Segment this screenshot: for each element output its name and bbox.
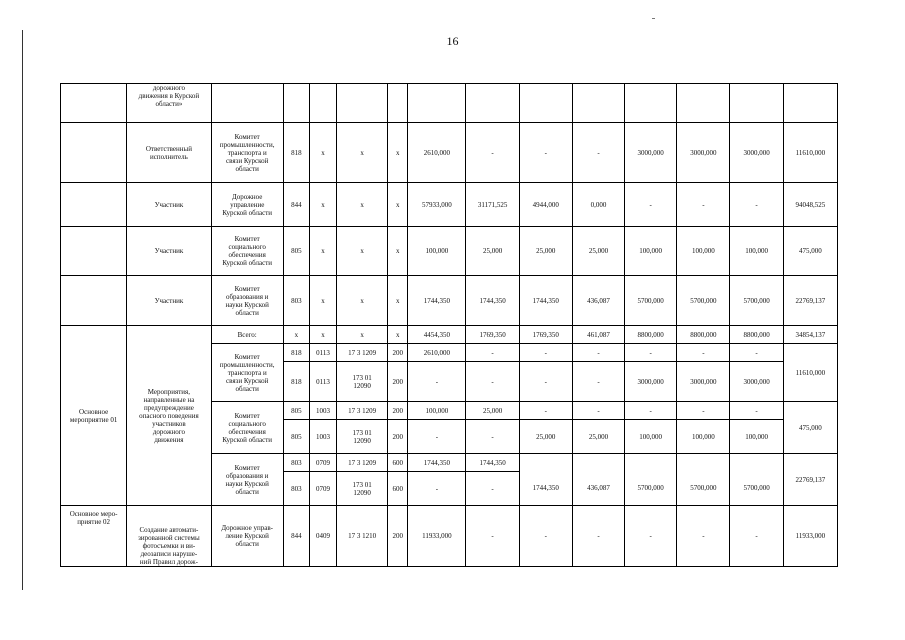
rz-cell: 1003 bbox=[309, 420, 336, 454]
vr-cell: 600 bbox=[388, 472, 408, 506]
rz-cell: 0709 bbox=[309, 454, 336, 472]
program-cell bbox=[61, 123, 127, 183]
value-cell: - bbox=[677, 183, 730, 227]
csr-cell: 17 3 1209 bbox=[337, 402, 388, 420]
value-cell: 57933,000 bbox=[408, 183, 466, 227]
value-cell: 5700,000 bbox=[625, 472, 677, 506]
value-cell: 4944,000 bbox=[519, 183, 572, 227]
vr-cell bbox=[388, 84, 408, 123]
value-cell: - bbox=[466, 420, 519, 454]
value-cell bbox=[519, 84, 572, 123]
value-cell: - bbox=[625, 506, 677, 567]
value-cell: - bbox=[625, 402, 677, 420]
value-cell: - bbox=[625, 344, 677, 362]
value-cell: 436,087 bbox=[572, 276, 624, 326]
rz-cell: 0113 bbox=[309, 362, 336, 402]
org-cell: Комитет образования и науки Курской области bbox=[211, 454, 283, 506]
table-row bbox=[61, 506, 838, 567]
value-cell: 3000,000 bbox=[677, 362, 730, 402]
value-cell: - bbox=[677, 402, 730, 420]
value-cell: - bbox=[519, 123, 572, 183]
table-row bbox=[61, 227, 838, 276]
table-row bbox=[61, 326, 838, 344]
value-cell: 8800,000 bbox=[677, 326, 730, 344]
main-event-label: Основное меро- приятие 02 bbox=[61, 506, 127, 567]
vr-cell: x bbox=[388, 276, 408, 326]
value-cell bbox=[730, 84, 783, 123]
csr-cell: 17 3 1209 bbox=[337, 454, 388, 472]
value-cell: 1744,350 bbox=[408, 454, 466, 472]
value-cell: 3000,000 bbox=[730, 123, 783, 183]
org-cell: Дорожное управ- ление Курской области bbox=[211, 506, 283, 567]
value-cell: 25,000 bbox=[572, 420, 624, 454]
vr-cell: x bbox=[388, 326, 408, 344]
program-cell bbox=[61, 276, 127, 326]
main-event-label: Основное мероприятие 01 bbox=[61, 326, 127, 506]
csr-cell: x bbox=[337, 183, 388, 227]
value-cell: 2610,000 bbox=[408, 123, 466, 183]
value-cell: - bbox=[572, 362, 624, 402]
total-cell: 22769,137 bbox=[783, 454, 837, 506]
value-cell: 1744,350 bbox=[466, 454, 519, 472]
value-cell: - bbox=[625, 183, 677, 227]
csr-cell: 17 3 1209 bbox=[337, 344, 388, 362]
grbs-cell: 805 bbox=[283, 420, 309, 454]
value-cell: - bbox=[519, 506, 572, 567]
value-cell: - bbox=[408, 472, 466, 506]
value-cell: 5700,000 bbox=[677, 276, 730, 326]
value-cell: 100,000 bbox=[677, 420, 730, 454]
main-event-description: Создание автомати- зированной системы фотосъемки и ви- деозаписи наруше- ний Правил дорож- bbox=[127, 506, 211, 567]
csr-cell: x bbox=[337, 227, 388, 276]
page-left-border bbox=[22, 30, 23, 590]
value-cell: 0,000 bbox=[572, 183, 624, 227]
grbs-cell: x bbox=[283, 326, 309, 344]
value-cell bbox=[677, 84, 730, 123]
value-cell: 1744,350 bbox=[408, 276, 466, 326]
value-cell: 8800,000 bbox=[730, 326, 783, 344]
main-event-description: Мероприятия, направленные на предупреждение опасного поведения участников дорожного движения bbox=[127, 326, 211, 506]
total-cell: 94048,525 bbox=[783, 183, 837, 227]
value-cell: 436,087 bbox=[572, 472, 624, 506]
rz-cell: x bbox=[309, 227, 336, 276]
csr-cell: 17 3 1210 bbox=[337, 506, 388, 567]
value-cell: 25,000 bbox=[519, 420, 572, 454]
rz-cell: x bbox=[309, 123, 336, 183]
value-cell: - bbox=[677, 344, 730, 362]
value-cell bbox=[730, 454, 783, 472]
value-cell: 100,000 bbox=[730, 420, 783, 454]
org-cell: Комитет промышленности, транспорта и связи Курской области bbox=[211, 123, 283, 183]
value-cell: - bbox=[519, 402, 572, 420]
value-cell: 2610,000 bbox=[408, 344, 466, 362]
table-row bbox=[61, 123, 838, 183]
value-cell: - bbox=[730, 506, 783, 567]
total-cell: 22769,137 bbox=[783, 276, 837, 326]
vr-cell: 200 bbox=[388, 344, 408, 362]
value-cell: - bbox=[466, 123, 519, 183]
grbs-cell: 844 bbox=[283, 506, 309, 567]
value-cell: - bbox=[466, 344, 519, 362]
total-cell: 34854,137 bbox=[783, 326, 837, 344]
vr-cell: 200 bbox=[388, 402, 408, 420]
grbs-cell: 818 bbox=[283, 362, 309, 402]
value-cell: - bbox=[466, 362, 519, 402]
total-cell: 475,000 bbox=[783, 402, 837, 454]
value-cell: 1769,350 bbox=[466, 326, 519, 344]
vr-cell: 600 bbox=[388, 454, 408, 472]
rz-cell: 0709 bbox=[309, 472, 336, 506]
program-cell bbox=[61, 227, 127, 276]
value-cell: 100,000 bbox=[625, 227, 677, 276]
value-cell: 461,087 bbox=[572, 326, 624, 344]
org-cell: Комитет промышленности, транспорта и связи Курской области bbox=[211, 344, 283, 402]
value-cell: 1744,350 bbox=[519, 276, 572, 326]
grbs-cell: 803 bbox=[283, 472, 309, 506]
csr-cell: 173 01 12090 bbox=[337, 472, 388, 506]
program-cell bbox=[61, 84, 127, 123]
page-number: 16 bbox=[446, 34, 459, 48]
value-cell: 5700,000 bbox=[730, 472, 783, 506]
value-cell: 8800,000 bbox=[625, 326, 677, 344]
grbs-cell: 844 bbox=[283, 183, 309, 227]
total-cell: 11933,000 bbox=[783, 506, 837, 567]
program-cell bbox=[61, 183, 127, 227]
value-cell bbox=[466, 84, 519, 123]
total-label: Всего: bbox=[211, 326, 283, 344]
value-cell bbox=[408, 84, 466, 123]
value-cell: - bbox=[677, 506, 730, 567]
value-cell: 5700,000 bbox=[625, 276, 677, 326]
csr-cell: 173 01 12090 bbox=[337, 420, 388, 454]
value-cell: - bbox=[572, 123, 624, 183]
grbs-cell: 818 bbox=[283, 123, 309, 183]
value-cell: 25,000 bbox=[572, 227, 624, 276]
csr-cell: x bbox=[337, 123, 388, 183]
org-cell: Дорожное управление Курской области bbox=[211, 183, 283, 227]
vr-cell: 200 bbox=[388, 362, 408, 402]
value-cell: - bbox=[408, 362, 466, 402]
grbs-cell: 818 bbox=[283, 344, 309, 362]
vr-cell: 200 bbox=[388, 420, 408, 454]
grbs-cell: 805 bbox=[283, 402, 309, 420]
grbs-cell bbox=[283, 84, 309, 123]
value-cell: - bbox=[730, 344, 783, 362]
value-cell bbox=[625, 454, 677, 472]
value-cell: 100,000 bbox=[677, 227, 730, 276]
rz-cell: x bbox=[309, 326, 336, 344]
value-cell: 11933,000 bbox=[408, 506, 466, 567]
csr-cell: x bbox=[337, 326, 388, 344]
role-cell: Участник bbox=[127, 227, 211, 276]
role-cell: Ответственный исполнитель bbox=[127, 123, 211, 183]
csr-cell: 173 01 12090 bbox=[337, 362, 388, 402]
value-cell: - bbox=[572, 506, 624, 567]
value-cell: 31171,525 bbox=[466, 183, 519, 227]
rz-cell: x bbox=[309, 183, 336, 227]
total-cell: 475,000 bbox=[783, 227, 837, 276]
value-cell bbox=[519, 454, 572, 472]
org-cell: Комитет социального обеспечения Курской области bbox=[211, 227, 283, 276]
executor-cell: дорожного движения в Курской области» bbox=[127, 84, 211, 123]
rz-cell: 0409 bbox=[309, 506, 336, 567]
value-cell: 1744,350 bbox=[519, 472, 572, 506]
value-cell bbox=[677, 454, 730, 472]
value-cell: - bbox=[466, 506, 519, 567]
rz-cell: 1003 bbox=[309, 402, 336, 420]
grbs-cell: 803 bbox=[283, 454, 309, 472]
budget-table bbox=[60, 83, 838, 567]
value-cell: 25,000 bbox=[519, 227, 572, 276]
vr-cell: x bbox=[388, 123, 408, 183]
value-cell: 100,000 bbox=[625, 420, 677, 454]
value-cell: - bbox=[519, 362, 572, 402]
total-cell: 11610,000 bbox=[783, 123, 837, 183]
value-cell: - bbox=[519, 344, 572, 362]
role-cell: Участник bbox=[127, 276, 211, 326]
org-cell: Комитет образования и науки Курской области bbox=[211, 276, 283, 326]
table-row bbox=[61, 276, 838, 326]
value-cell: 1744,350 bbox=[466, 276, 519, 326]
grbs-cell: 803 bbox=[283, 276, 309, 326]
value-cell: 1769,350 bbox=[519, 326, 572, 344]
value-cell: 25,000 bbox=[466, 227, 519, 276]
value-cell: 100,000 bbox=[408, 402, 466, 420]
value-cell: 3000,000 bbox=[625, 362, 677, 402]
vr-cell: x bbox=[388, 183, 408, 227]
value-cell: 25,000 bbox=[466, 402, 519, 420]
role-cell: Участник bbox=[127, 183, 211, 227]
value-cell bbox=[572, 84, 624, 123]
scan-mark bbox=[652, 18, 655, 19]
org-cell: Комитет социального обеспечения Курской области bbox=[211, 402, 283, 454]
table-row bbox=[61, 183, 838, 227]
value-cell bbox=[625, 84, 677, 123]
vr-cell: 200 bbox=[388, 506, 408, 567]
value-cell: 3000,000 bbox=[625, 123, 677, 183]
value-cell: - bbox=[572, 402, 624, 420]
value-cell: - bbox=[730, 402, 783, 420]
value-cell: 5700,000 bbox=[677, 472, 730, 506]
value-cell: 5700,000 bbox=[730, 276, 783, 326]
value-cell: 100,000 bbox=[730, 227, 783, 276]
value-cell: - bbox=[408, 420, 466, 454]
total-cell: 11610,000 bbox=[783, 344, 837, 402]
value-cell: 3000,000 bbox=[677, 123, 730, 183]
value-cell: 4454,350 bbox=[408, 326, 466, 344]
org-cell bbox=[211, 84, 283, 123]
total-cell bbox=[783, 84, 837, 123]
grbs-cell: 805 bbox=[283, 227, 309, 276]
value-cell: 3000,000 bbox=[730, 362, 783, 402]
rz-cell bbox=[309, 84, 336, 123]
value-cell: - bbox=[466, 472, 519, 506]
value-cell: 100,000 bbox=[408, 227, 466, 276]
csr-cell: x bbox=[337, 276, 388, 326]
rz-cell: x bbox=[309, 276, 336, 326]
rz-cell: 0113 bbox=[309, 344, 336, 362]
vr-cell: x bbox=[388, 227, 408, 276]
table-row bbox=[61, 84, 838, 123]
value-cell: - bbox=[730, 183, 783, 227]
value-cell bbox=[572, 454, 624, 472]
csr-cell bbox=[337, 84, 388, 123]
value-cell: - bbox=[572, 344, 624, 362]
